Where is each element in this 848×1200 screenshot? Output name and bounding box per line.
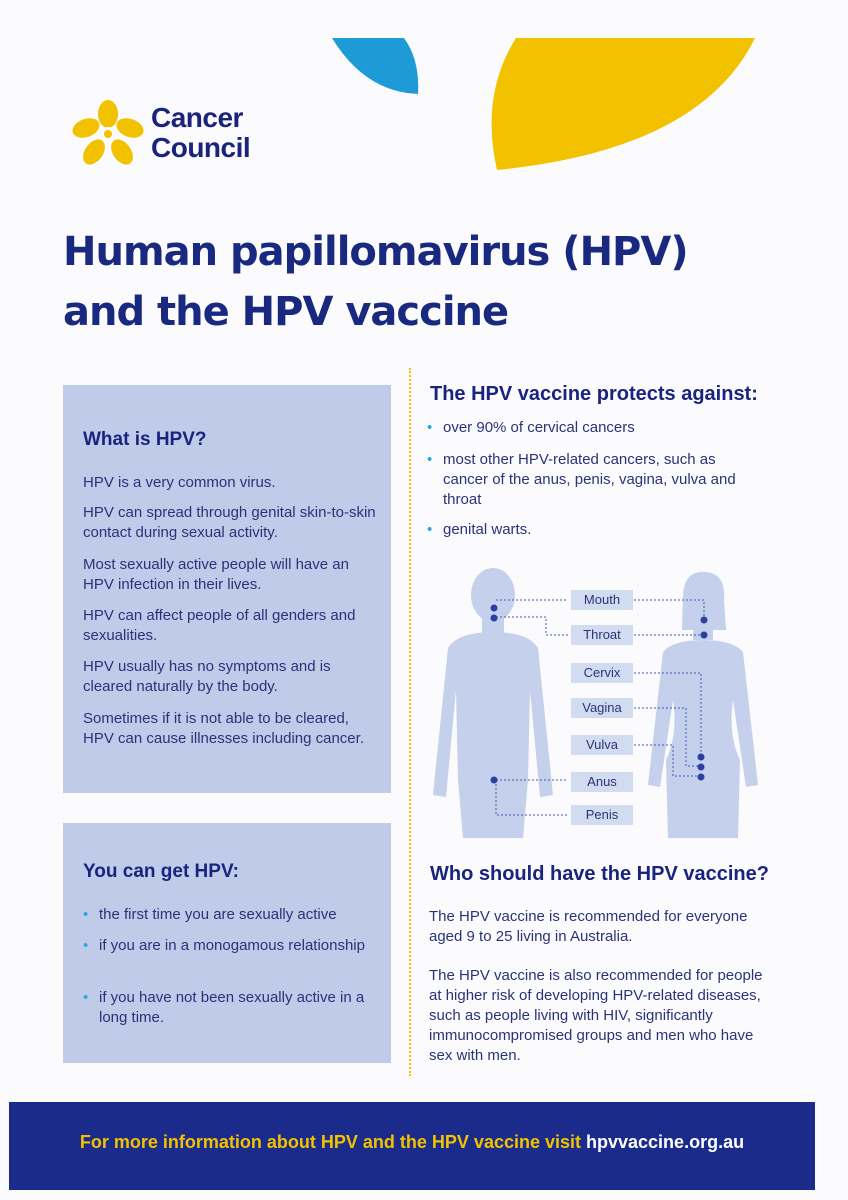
label-mouth: Mouth <box>571 590 633 610</box>
what-is-paragraph: HPV can spread through genital skin-to-skin contact during sexual activity. <box>83 504 376 541</box>
what-is-hpv-box <box>63 385 391 793</box>
daffodil-logo-icon <box>70 98 146 170</box>
get-hpv-bullet: • the first time you are sexually active <box>83 905 389 925</box>
label-anus: Anus <box>571 772 633 792</box>
who-heading: Who should have the HPV vaccine? <box>430 863 769 885</box>
what-is-hpv-heading: What is HPV? <box>83 429 207 450</box>
label-penis: Penis <box>571 805 633 825</box>
footer-text <box>9 1132 815 1153</box>
column-divider <box>409 368 411 1076</box>
yellow-leaf-shape <box>492 38 755 170</box>
label-vulva: Vulva <box>571 735 633 755</box>
get-hpv-bullet: • if you have not been sexually active in a long time. <box>83 988 389 1028</box>
footer-message: For more information about HPV and the HPV vaccine visit <box>79 1132 581 1152</box>
what-is-paragraph: HPV is a very common virus. <box>83 474 276 491</box>
title-line-2: and the HPV vaccine <box>63 289 509 335</box>
protects-heading: The HPV vaccine protects against: <box>430 383 758 405</box>
you-can-get-hpv-box <box>63 823 391 1063</box>
protects-bullet: • over 90% of cervical cancers <box>427 418 743 438</box>
protects-bullet: • most other HPV-related cancers, such as cancer of the anus, penis, vagina, vulva and throat <box>427 450 743 510</box>
what-is-paragraph: Sometimes if it is not able to be cleared, HPV can cause illnesses including cancer. <box>83 710 364 747</box>
brand-name <box>151 103 250 163</box>
blue-leaf-shape <box>332 38 418 94</box>
female-silhouette <box>648 572 758 838</box>
label-cervix: Cervix <box>571 663 633 683</box>
get-hpv-bullet: • if you are in a monogamous relationship <box>83 936 389 956</box>
who-paragraph-2: The HPV vaccine is also recommended for people at higher risk of developing HPV-related diseases, such as people living with HIV, significantly immunocompromised groups and men who have sex with men. <box>429 967 763 1064</box>
get-hpv-heading: You can get HPV: <box>83 861 239 882</box>
page-title <box>63 222 763 342</box>
footer-banner <box>9 1102 815 1190</box>
label-vagina: Vagina <box>571 698 633 718</box>
who-paragraph-1: The HPV vaccine is recommended for everyone aged 9 to 25 living in Australia. <box>429 908 748 945</box>
footer-url-link[interactable]: hpvvaccine.org.au <box>586 1132 745 1152</box>
what-is-paragraph: Most sexually active people will have an HPV infection in their lives. <box>83 556 349 593</box>
what-is-paragraph: HPV usually has no symptoms and is cleared naturally by the body. <box>83 658 331 695</box>
brand-line-2: Council <box>151 132 251 163</box>
label-throat: Throat <box>571 625 633 645</box>
what-is-paragraph: HPV can affect people of all genders and sexualities. <box>83 607 356 644</box>
brand-line-1: Cancer <box>151 102 243 133</box>
protects-bullet: • genital warts. <box>427 520 743 540</box>
title-line-1: Human papillomavirus (HPV) <box>63 229 688 275</box>
